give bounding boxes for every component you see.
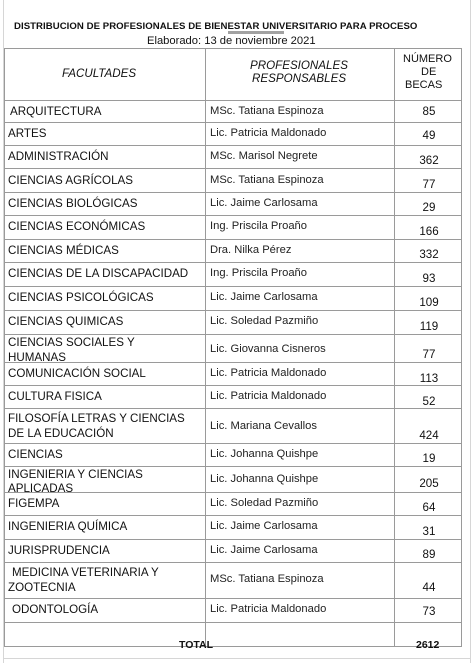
cell-becas: 52 bbox=[422, 395, 436, 408]
cell-becas: 77 bbox=[422, 348, 436, 361]
header-becas-line2: DE bbox=[421, 66, 437, 78]
cell-responsable: Lic. Jaime Carlosama bbox=[210, 291, 318, 303]
sheet-subtitle: Elaborado: 13 de noviembre 2021 bbox=[147, 35, 316, 47]
cell-responsable: Lic. Mariana Cevallos bbox=[210, 420, 317, 432]
cell-responsable: MSc. Tatiana Espinoza bbox=[210, 105, 324, 117]
cell-becas: 119 bbox=[419, 320, 439, 333]
cell-responsable: Lic. Johanna Quishpe bbox=[210, 448, 319, 460]
cell-facultad-line2: APLICADAS bbox=[8, 483, 74, 492]
cell-responsable: Lic. Patricia Maldonado bbox=[210, 603, 327, 615]
cell-becas: 166 bbox=[419, 225, 439, 238]
cell-facultad: CIENCIAS DE LA DISCAPACIDAD bbox=[8, 267, 189, 280]
cell-becas: 113 bbox=[419, 372, 439, 385]
cell-facultad: FILOSOFÍA LETRAS Y CIENCIAS bbox=[8, 412, 185, 425]
cell-responsable: Lic. Jaime Carlosama bbox=[210, 520, 318, 532]
header-becas-line1: NÚMERO bbox=[403, 53, 452, 65]
cell-facultad: ODONTOLOGÍA bbox=[12, 603, 99, 616]
cell-facultad: INGENIERIA QUÍMICA bbox=[8, 520, 128, 533]
header-facultades: FACULTADES bbox=[62, 67, 137, 80]
cell-facultad-line2: ZOOTECNIA bbox=[8, 581, 76, 594]
cell-facultad: MEDICINA VETERINARIA Y bbox=[12, 566, 159, 579]
cell-responsable: Lic. Johanna Quishpe bbox=[210, 473, 319, 485]
cell-becas: 362 bbox=[419, 154, 439, 167]
cell-becas: 109 bbox=[419, 296, 439, 309]
cell-responsable: Dra. Nilka Pérez bbox=[210, 244, 292, 256]
cell-responsable: MSc. Marisol Negrete bbox=[210, 150, 318, 162]
cell-facultad: CIENCIAS SOCIALES Y bbox=[8, 336, 135, 349]
cell-becas: 424 bbox=[419, 429, 439, 442]
cell-responsable: Lic. Jaime Carlosama bbox=[210, 197, 318, 209]
cell-facultad: CULTURA FISICA bbox=[8, 390, 102, 403]
cell-facultad: CIENCIAS AGRÍCOLAS bbox=[8, 174, 133, 187]
cell-becas: 89 bbox=[422, 548, 436, 561]
cell-becas: 49 bbox=[422, 129, 436, 142]
cell-facultad: INGENIERIA Y CIENCIAS bbox=[8, 468, 143, 481]
cell-becas: 29 bbox=[422, 201, 436, 214]
cell-becas: 31 bbox=[422, 525, 436, 538]
cell-facultad-line2: DE LA EDUCACIÓN bbox=[8, 427, 114, 440]
cell-becas: 44 bbox=[422, 581, 436, 594]
header-responsables-line2: RESPONSABLES bbox=[252, 72, 347, 85]
cell-facultad: CIENCIAS bbox=[8, 448, 63, 461]
cell-becas: 64 bbox=[422, 501, 436, 514]
cell-facultad: JURISPRUDENCIA bbox=[8, 544, 110, 557]
cell-facultad: COMUNICACIÓN SOCIAL bbox=[8, 367, 146, 380]
cell-facultad: CIENCIAS BIOLÓGICAS bbox=[8, 197, 138, 210]
header-responsables-line1: PROFESIONALES bbox=[250, 59, 348, 72]
cell-facultad: CIENCIAS MÉDICAS bbox=[8, 244, 119, 257]
sheet-title: DISTRIBUCION DE PROFESIONALES DE BIENESTAR UNIVERSITARIO PARA PROCESO bbox=[14, 21, 418, 32]
cell-responsable: Ing. Priscila Proaño bbox=[210, 267, 308, 279]
cell-facultad: ARTES bbox=[8, 127, 47, 140]
cell-facultad-line2: HUMANAS bbox=[8, 352, 66, 362]
cell-becas: 73 bbox=[422, 605, 436, 618]
cell-facultad: ADMINISTRACIÓN bbox=[8, 150, 109, 163]
cell-becas: 19 bbox=[422, 452, 436, 465]
cell-responsable: MSc. Tatiana Espinoza bbox=[210, 573, 324, 585]
cell-becas: 93 bbox=[422, 272, 436, 285]
cell-facultad: CIENCIAS QUIMICAS bbox=[8, 315, 124, 328]
cell-facultad: CIENCIAS ECONÓMICAS bbox=[8, 220, 146, 233]
cell-becas: 332 bbox=[419, 248, 439, 261]
cell-responsable: Lic. Patricia Maldonado bbox=[210, 367, 327, 379]
total-value: 2612 bbox=[416, 639, 440, 651]
cell-responsable: Lic. Patricia Maldonado bbox=[210, 390, 327, 402]
cell-responsable: Lic. Jaime Carlosama bbox=[210, 544, 318, 556]
total-label: TOTAL bbox=[179, 639, 214, 651]
cell-facultad: FIGEMPA bbox=[8, 497, 60, 510]
cell-responsable: Ing. Priscila Proaño bbox=[210, 220, 308, 232]
cell-facultad: CIENCIAS PSICOLÓGICAS bbox=[8, 291, 154, 304]
cell-responsable: Lic. Giovanna Cisneros bbox=[210, 343, 326, 355]
cell-becas: 205 bbox=[419, 477, 439, 490]
cell-responsable: Lic. Patricia Maldonado bbox=[210, 127, 327, 139]
cell-becas: 77 bbox=[422, 178, 436, 191]
cell-responsable: Lic. Soledad Pazmiño bbox=[210, 315, 319, 327]
cell-becas: 85 bbox=[422, 105, 436, 118]
cell-responsable: Lic. Soledad Pazmiño bbox=[210, 497, 319, 509]
cell-responsable: MSc. Tatiana Espinoza bbox=[210, 174, 324, 186]
header-becas-line3: BECAS bbox=[405, 79, 443, 91]
cell-facultad: ARQUITECTURA bbox=[10, 105, 102, 118]
